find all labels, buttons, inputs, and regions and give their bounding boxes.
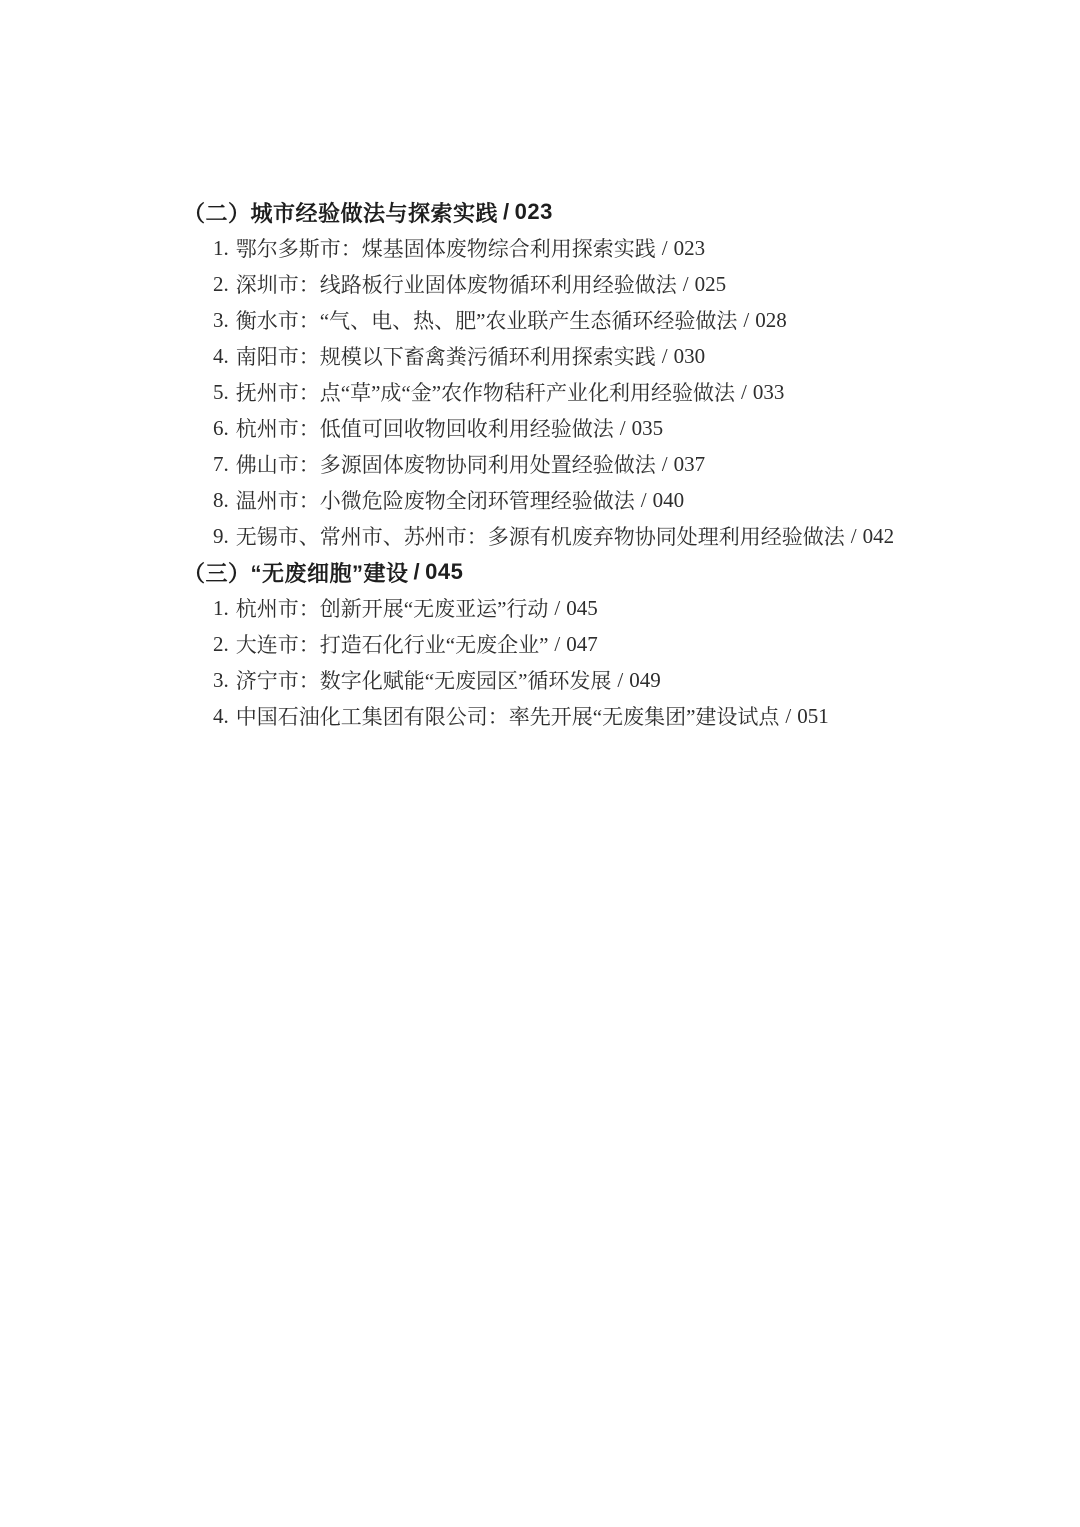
toc-entry: [183, 374, 903, 410]
entry-page-number: 042: [862, 523, 895, 548]
toc-entry: [183, 590, 903, 626]
page-separator: /: [503, 199, 510, 224]
entry-page-number: 051: [797, 703, 829, 728]
entry-title: 大连市：打造石化行业“无废企业”: [235, 633, 549, 657]
page-separator: /: [661, 235, 668, 260]
page-separator: /: [741, 379, 747, 404]
page-separator: /: [640, 487, 647, 512]
page-separator: /: [661, 343, 668, 368]
page-separator: /: [661, 451, 668, 476]
entry-title: 深圳市：线路板行业固体废物循环利用经验做法: [235, 273, 677, 297]
entry-page-number: 049: [629, 667, 661, 692]
toc-entry: [183, 302, 903, 338]
entry-title: 温州市：小微危险废物全闭环管理经验做法: [235, 489, 635, 513]
section-heading: [183, 194, 903, 230]
section-page-number: 045: [425, 559, 464, 584]
entry-page-number: 045: [566, 595, 598, 620]
toc-entry: [183, 410, 903, 446]
entry-number: 9.: [213, 523, 229, 548]
entry-title: 济宁市：数字化赋能“无废园区”循环发展: [235, 669, 612, 693]
entry-number: 7.: [213, 451, 229, 476]
entry-title: 衡水市：“气、电、热、肥”农业联产生态循环经验做法: [235, 309, 738, 333]
entry-page-number: 040: [652, 487, 685, 512]
entry-title: 杭州市：低值可回收物回收利用经验做法: [235, 417, 614, 441]
toc-entry: [183, 338, 903, 374]
entry-title: 南阳市：规模以下畜禽粪污循环利用探索实践: [235, 345, 656, 369]
page-separator: /: [682, 271, 689, 296]
entry-page-number: 035: [631, 415, 664, 440]
entry-title: 鄂尔多斯市：煤基固体废物综合利用探索实践: [235, 237, 656, 261]
entry-page-number: 028: [755, 307, 787, 332]
entry-page-number: 025: [694, 271, 727, 296]
page-separator: /: [619, 415, 626, 440]
entry-number: 1.: [213, 595, 229, 620]
entry-page-number: 023: [673, 235, 706, 260]
page-separator: /: [850, 523, 857, 548]
toc-entry: [183, 698, 903, 734]
entry-number: 2.: [213, 631, 229, 656]
page-separator: /: [617, 667, 624, 692]
section-title: （二）城市经验做法与探索实践: [183, 200, 499, 226]
entry-number: 2.: [213, 271, 229, 296]
entry-number: 4.: [213, 703, 229, 728]
section-title: （三）“无废细胞”建设: [183, 560, 409, 586]
toc-entry: [183, 626, 903, 662]
page-separator: /: [413, 559, 421, 584]
entry-number: 8.: [213, 487, 229, 512]
page-separator: /: [554, 595, 561, 620]
entry-number: 5.: [213, 379, 229, 404]
table-of-contents: [183, 194, 903, 734]
toc-entry: [183, 266, 903, 302]
page-separator: /: [554, 631, 561, 656]
entry-title: 杭州市：创新开展“无废亚运”行动: [235, 597, 549, 621]
entry-page-number: 037: [673, 451, 706, 476]
entry-title: 中国石油化工集团有限公司：率先开展“无废集团”建设试点: [235, 705, 780, 729]
entry-number: 6.: [213, 415, 229, 440]
entry-page-number: 033: [752, 379, 785, 404]
entry-number: 3.: [213, 307, 229, 332]
toc-entry: [183, 482, 903, 518]
entry-title: 无锡市、常州市、苏州市：多源有机废弃物协同处理利用经验做法: [235, 525, 845, 549]
toc-entry: [183, 518, 903, 554]
entry-number: 1.: [213, 235, 229, 260]
toc-entry: [183, 446, 903, 482]
entry-number: 4.: [213, 343, 229, 368]
toc-entry: [183, 230, 903, 266]
entry-page-number: 030: [673, 343, 706, 368]
entry-title: 抚州市：点“草”成“金”农作物秸秆产业化利用经验做法: [235, 381, 736, 405]
entry-page-number: 047: [566, 631, 598, 656]
entry-number: 3.: [213, 667, 229, 692]
page-separator: /: [743, 307, 750, 332]
page-separator: /: [785, 703, 792, 728]
toc-entry: [183, 662, 903, 698]
entry-title: 佛山市：多源固体废物协同利用处置经验做法: [235, 453, 656, 477]
section-page-number: 023: [514, 199, 553, 224]
section-heading: [183, 554, 903, 590]
